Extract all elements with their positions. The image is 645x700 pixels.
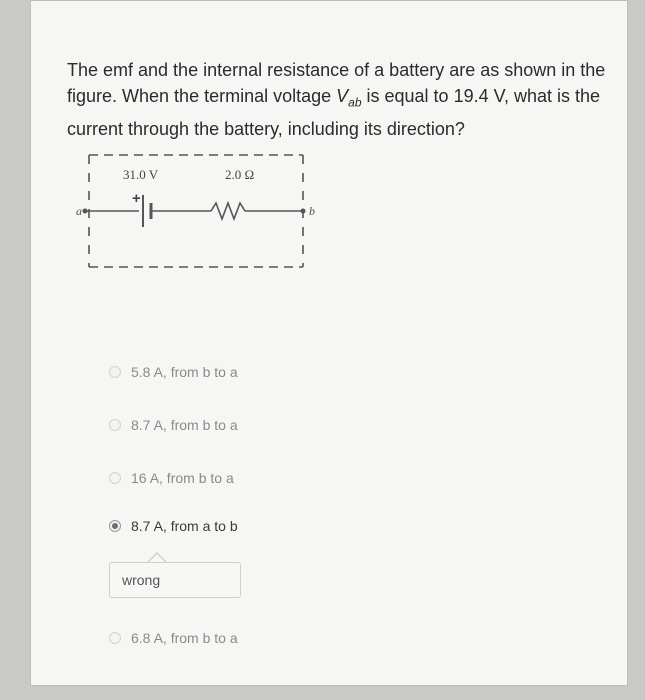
question-card [30, 0, 628, 686]
answer-option-5[interactable] [109, 627, 238, 649]
question-text-part1: The emf and the internal resistance of a battery are as shown in the figure. When the terminal voltage [67, 60, 606, 106]
resistor-zigzag [211, 203, 245, 219]
option-label: 8.7 A, from a to b [131, 518, 238, 534]
voltage-symbol: V [336, 86, 349, 106]
option-label: 16 A, from b to a [131, 470, 234, 486]
answer-option-4[interactable] [109, 515, 238, 537]
radio-button[interactable] [109, 632, 121, 644]
feedback-text: wrong [122, 572, 161, 588]
radio-button[interactable] [109, 472, 121, 484]
radio-button-selected[interactable] [109, 520, 121, 532]
answer-option-1[interactable] [109, 361, 238, 383]
answer-option-3[interactable] [109, 467, 234, 489]
option-label: 6.8 A, from b to a [131, 630, 238, 646]
radio-button[interactable] [109, 366, 121, 378]
feedback-box [109, 562, 241, 598]
emf-label: 31.0 V [123, 167, 159, 182]
question-text [67, 57, 607, 142]
option-label: 5.8 A, from b to a [131, 364, 238, 380]
plus-sign: + [132, 190, 141, 207]
voltage-subscript: ab [348, 95, 362, 110]
option-label: 8.7 A, from b to a [131, 417, 238, 433]
radio-button[interactable] [109, 419, 121, 431]
terminal-a-label: a [76, 204, 82, 218]
circuit-figure [61, 141, 315, 271]
terminal-b-label: b [309, 204, 315, 218]
resistance-label: 2.0 Ω [225, 167, 255, 182]
question-text-part2: is equal to 19.4 V, what is the current through the battery, including its direction? [67, 86, 601, 139]
terminal-b-dot [301, 209, 306, 214]
terminal-a-dot [83, 209, 88, 214]
answer-option-2[interactable] [109, 414, 238, 436]
